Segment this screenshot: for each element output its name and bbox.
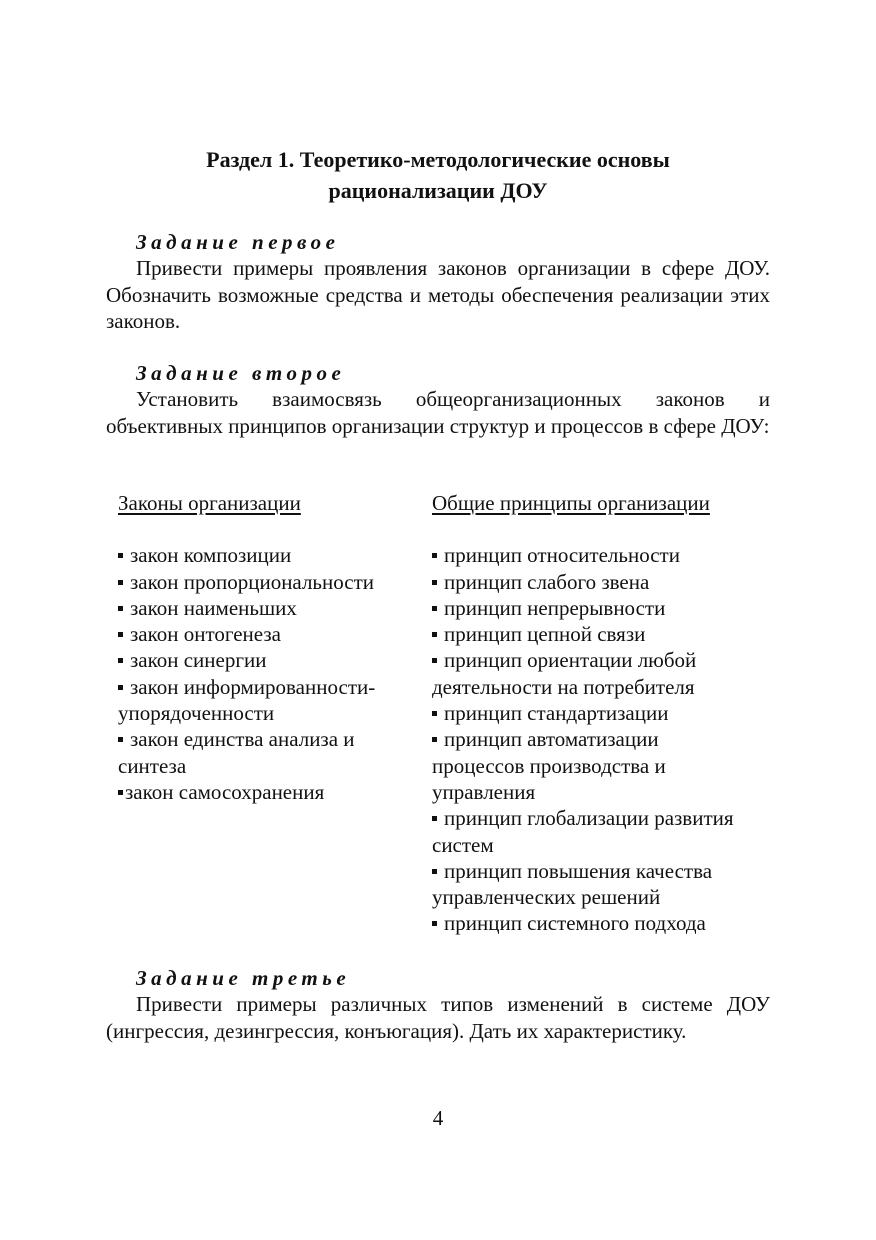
laws-column-header: Законы организации bbox=[118, 491, 301, 515]
list-item: принцип глобализации развития систем bbox=[432, 806, 734, 857]
bullet-icon bbox=[432, 869, 437, 874]
bullet-icon bbox=[432, 711, 437, 716]
list-item: принцип относительности bbox=[432, 542, 762, 568]
principles-column-header: Общие принципы организации bbox=[432, 491, 710, 515]
task-3-text: Привести примеры различных типов изменений в системе ДОУ (ингрессия, дезингрессия, конъюгация). Дать их характеристику. bbox=[106, 992, 770, 1043]
bullet-icon bbox=[118, 606, 123, 611]
bullet-icon bbox=[432, 658, 437, 663]
task-2-text: Установить взаимосвязь общеорганизационных законов и объективных принципов организации структур и процессов в сфере ДОУ: bbox=[106, 387, 770, 438]
list-item: закон самосохранения bbox=[118, 779, 418, 805]
page-number: 4 bbox=[432, 1106, 444, 1130]
list-item: принцип непрерывности bbox=[432, 595, 762, 621]
laws-list bbox=[118, 542, 418, 805]
laws-column bbox=[118, 490, 418, 805]
task-1-text: Привести примеры проявления законов организации в сфере ДОУ. Обозначить возможные средства и методы обеспечения реализации этих законов. bbox=[106, 256, 770, 333]
bullet-icon bbox=[432, 632, 437, 637]
bullet-icon bbox=[118, 580, 123, 585]
task-2-heading: Задание второе bbox=[136, 361, 346, 385]
list-item: принцип цепной связи bbox=[432, 621, 762, 647]
bullet-icon bbox=[118, 790, 123, 795]
bullet-icon bbox=[118, 553, 123, 558]
list-item: принцип слабого звена bbox=[432, 569, 762, 595]
list-item: принцип ориентации любой деятельности на потребителя bbox=[432, 648, 697, 699]
list-item: принцип повышения качества управленческих решений bbox=[432, 858, 713, 910]
principles-column bbox=[432, 490, 762, 937]
bullet-icon bbox=[432, 921, 437, 926]
bullet-icon bbox=[432, 737, 437, 742]
list-item: закон информированности-упорядоченности bbox=[118, 674, 376, 726]
bullet-icon bbox=[432, 553, 437, 558]
list-item: закон онтогенеза bbox=[118, 621, 418, 647]
section-title-line-2: рационализации ДОУ bbox=[328, 178, 548, 203]
list-item: закон наименьших bbox=[118, 595, 418, 621]
bullet-icon bbox=[432, 580, 437, 585]
list-item: закон единства анализа и синтеза bbox=[118, 727, 355, 778]
bullet-icon bbox=[118, 658, 123, 663]
section-title bbox=[100, 144, 776, 206]
task-1-heading: Задание первое bbox=[136, 230, 340, 254]
task-3-heading: Задание третье bbox=[136, 966, 351, 990]
bullet-icon bbox=[118, 737, 123, 742]
principles-list bbox=[432, 542, 762, 936]
list-item: принцип автоматизации процессов производства и управления bbox=[432, 727, 666, 804]
list-item: принцип стандартизации bbox=[432, 700, 762, 726]
list-item: принцип системного подхода bbox=[432, 910, 762, 936]
section-title-line-1: Раздел 1. Теоретико-методологические основы bbox=[206, 147, 670, 172]
bullet-icon bbox=[432, 606, 437, 611]
list-item: закон пропорциональности bbox=[118, 569, 418, 595]
bullet-icon bbox=[432, 816, 437, 821]
bullet-icon bbox=[118, 685, 123, 690]
list-item: закон синергии bbox=[118, 647, 418, 673]
bullet-icon bbox=[118, 632, 123, 637]
list-item: закон композиции bbox=[118, 542, 418, 568]
